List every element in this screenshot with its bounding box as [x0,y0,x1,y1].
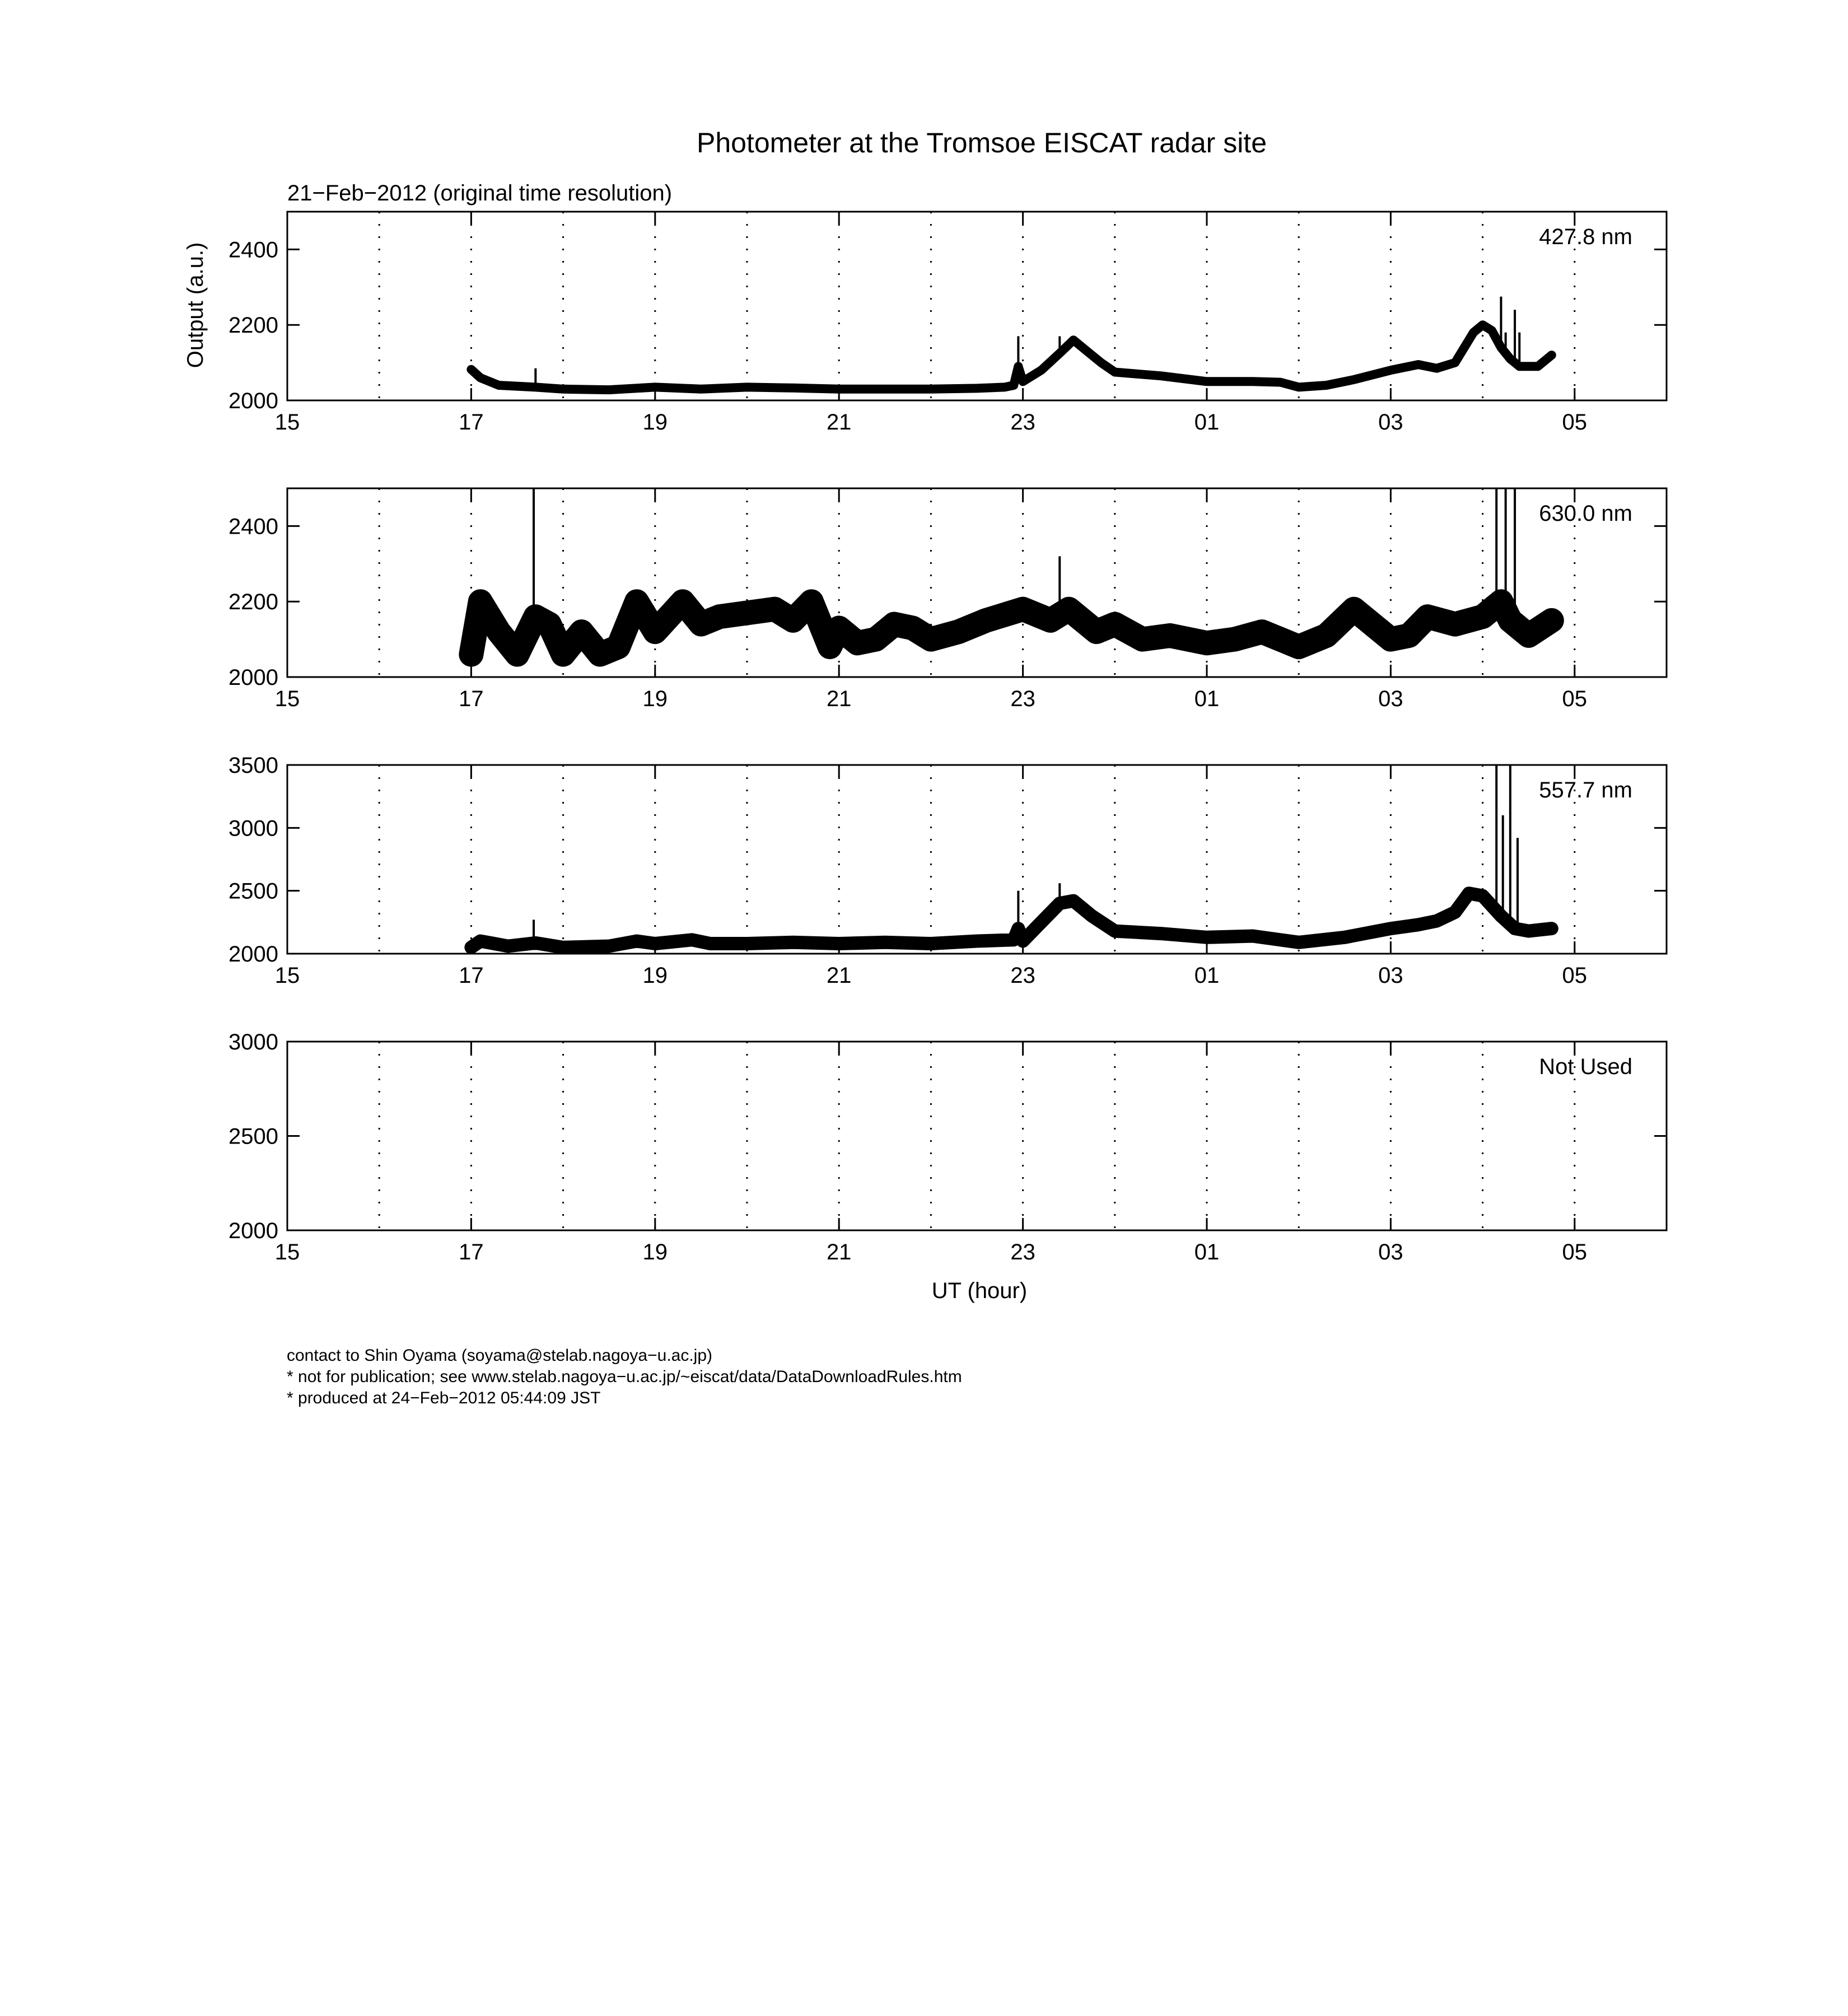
x-tick-label: 17 [459,687,484,711]
panel-label: 427.8 nm [1539,225,1632,249]
x-tick-label: 01 [1194,410,1220,435]
x-tick-label: 19 [642,687,668,711]
y-tick-label: 3500 [228,753,278,778]
x-tick-label: 23 [1010,963,1035,988]
y-tick-label: 2000 [228,389,278,413]
x-tick-label: 03 [1378,687,1403,711]
x-tick-label: 23 [1010,410,1035,435]
x-tick-label: 21 [826,963,852,988]
x-tick-label: 15 [274,963,300,988]
x-tick-label: 23 [1010,687,1035,711]
x-tick-label: 17 [459,410,484,435]
x-tick-label: 05 [1562,963,1588,988]
x-tick-label: 03 [1378,963,1403,988]
x-tick-label: 21 [826,1240,852,1264]
x-tick-label: 19 [642,410,668,435]
x-tick-label: 21 [826,410,852,435]
axes-frame [287,765,1667,954]
y-tick-label: 2500 [228,879,278,904]
x-tick-label: 17 [459,1240,484,1264]
x-tick-label: 01 [1194,1240,1220,1264]
x-tick-label: 05 [1562,410,1588,435]
x-tick-label: 03 [1378,1240,1403,1264]
x-tick-label: 01 [1194,687,1220,711]
panel-label: 630.0 nm [1539,501,1632,526]
x-tick-label: 21 [826,687,852,711]
x-tick-label: 05 [1562,687,1588,711]
figure-title: Photometer at the Tromsoe EISCAT radar site [696,127,1267,158]
axes-frame [287,488,1667,677]
y-tick-label: 2400 [228,237,278,263]
series-band [471,325,1551,390]
y-tick-label: 3000 [228,816,278,841]
y-tick-label: 2200 [228,590,278,615]
panel-557-7nm [228,753,1667,988]
x-tick-label: 03 [1378,410,1403,435]
x-tick-label: 19 [642,963,668,988]
y-tick-label: 2400 [228,514,278,539]
x-tick-label: 05 [1562,1240,1588,1264]
x-tick-label: 19 [642,1240,668,1264]
x-axis-label: UT (hour) [931,1278,1028,1303]
x-tick-label: 15 [274,410,300,435]
footer-produced-at: * produced at 24−Feb−2012 05:44:09 JST [287,1389,601,1407]
footer-notes [287,1345,962,1409]
x-tick-label: 01 [1194,963,1220,988]
y-tick-label: 3000 [228,1030,278,1054]
y-tick-label: 2000 [228,1219,278,1243]
panel-630-0nm [228,488,1667,711]
panel-label: 557.7 nm [1539,778,1632,802]
footer-contact: contact to Shin Oyama (soyama@stelab.nagoya−u.ac.jp) [287,1346,713,1365]
x-tick-label: 17 [459,963,484,988]
y-tick-label: 2000 [228,942,278,967]
y-tick-label: 2500 [228,1124,278,1149]
figure-subtitle: 21−Feb−2012 (original time resolution) [287,181,673,206]
panel-not-used [228,1030,1667,1264]
y-axis-label: Output (a.u.) [183,242,208,368]
x-tick-label: 15 [274,1240,300,1264]
y-tick-label: 2000 [228,665,278,690]
x-tick-label: 23 [1010,1240,1035,1264]
panel-label: Not Used [1539,1054,1632,1079]
panel-427-8nm [228,212,1667,435]
axes-frame [287,212,1667,400]
axes-frame [287,1042,1667,1230]
x-tick-label: 15 [274,687,300,711]
y-tick-label: 2200 [228,313,278,338]
footer-publication-note: * not for publication; see www.stelab.nagoya−u.ac.jp/~eiscat/data/DataDownloadRules.htm [287,1368,962,1386]
